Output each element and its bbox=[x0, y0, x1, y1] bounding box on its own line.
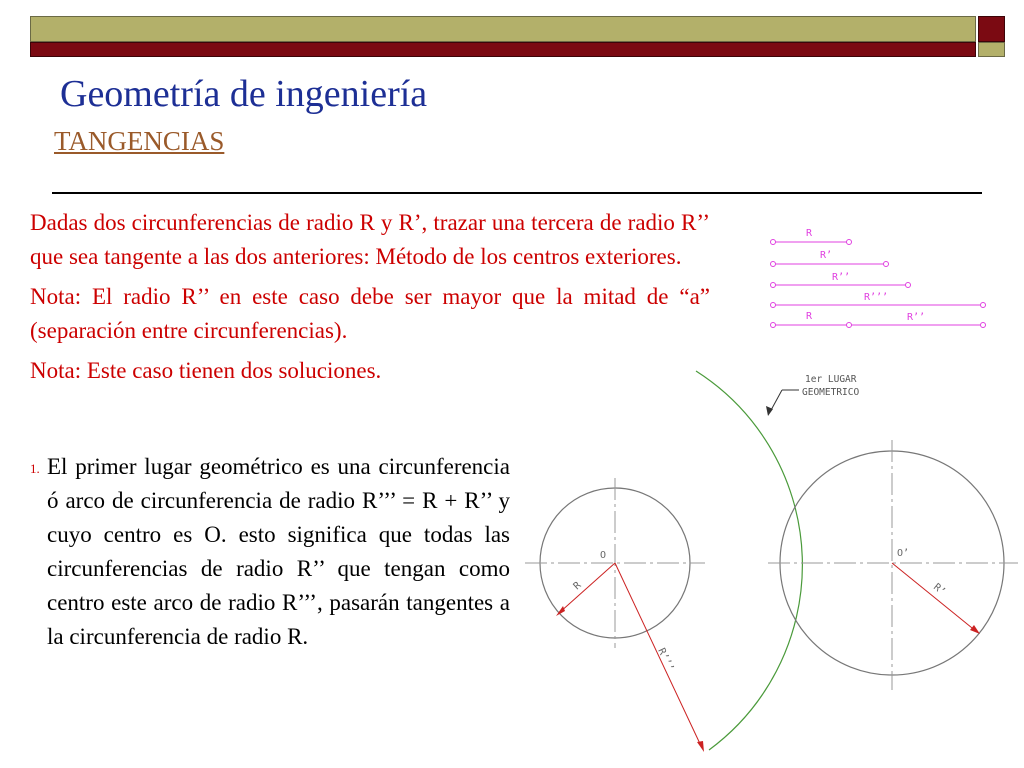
annotation-line-2: GEOMETRICO bbox=[802, 387, 860, 398]
circle-r-labels bbox=[572, 550, 676, 673]
locus-arc bbox=[696, 371, 802, 750]
list-item-text: El primer lugar geométrico es una circunferencia ó arco de circunferencia de radio R’’’ = R + R’’ y cuyo centro es O. esto significa que todas las circunferencias de radio R’’ que tengan como centro este arco de radio R’’’, pasarán tangentes a la circunferencia de radio R. bbox=[47, 454, 510, 649]
slide-subtitle: TANGENCIAS bbox=[54, 126, 225, 156]
list-item-number: 1. bbox=[30, 461, 40, 476]
legend-label-r-sum-left: R bbox=[806, 311, 813, 322]
legend-label-r-triple: R’’’ bbox=[864, 292, 889, 303]
slide-title: Geometría de ingeniería bbox=[60, 73, 428, 115]
circle-r-prime bbox=[768, 440, 1018, 690]
note-paragraph-2: Nota: Este caso tienen dos soluciones. bbox=[30, 358, 382, 383]
center-o-prime-label: O’ bbox=[897, 548, 910, 559]
legend-label-r-double: R’’ bbox=[832, 272, 851, 283]
legend-label-r: R bbox=[806, 228, 813, 239]
problem-paragraph: Dadas dos circunferencias de radio R y R’, trazar una tercera de radio R’’ que sea tangente a las dos anteriores: Método de los centros exteriores. bbox=[30, 210, 710, 269]
note-paragraph-1: Nota: El radio R’’ en este caso debe ser mayor que la mitad de “a” (separación entre circunferencias). bbox=[30, 284, 710, 343]
radius-r-triple-label: R’’’ bbox=[655, 646, 676, 674]
radius-r-prime-label: R’ bbox=[931, 581, 948, 598]
radius-legend bbox=[771, 240, 986, 328]
legend-label-r-sum-right: R’’ bbox=[907, 312, 926, 323]
circle-r bbox=[525, 478, 705, 752]
center-o-label: O bbox=[600, 550, 607, 561]
radius-r-label: R bbox=[571, 580, 584, 593]
legend-label-r-prime: R’ bbox=[820, 250, 833, 261]
annotation-line-1: 1er LUGAR bbox=[805, 374, 857, 385]
locus-annotation bbox=[766, 374, 859, 416]
